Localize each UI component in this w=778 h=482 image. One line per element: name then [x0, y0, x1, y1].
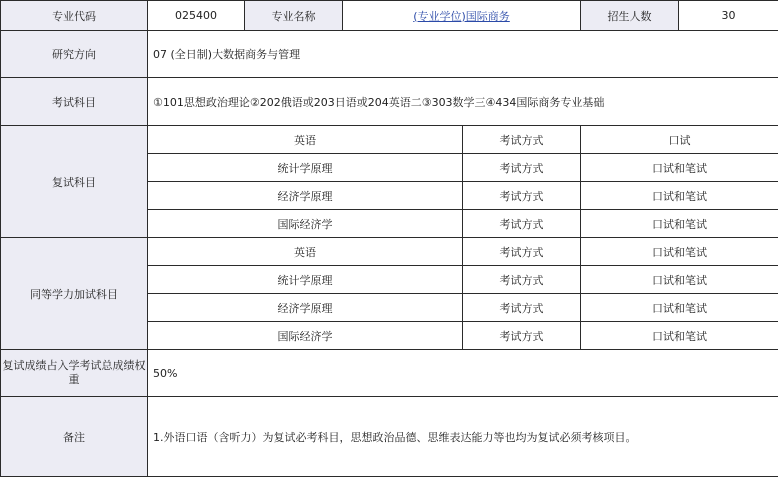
retest-subject: 英语 [148, 126, 463, 154]
remarks-label: 备注 [1, 397, 148, 477]
retest-type: 口试和笔试 [581, 182, 778, 210]
enrollment-label: 招生人数 [581, 1, 679, 31]
retest-method: 考试方式 [463, 126, 581, 154]
header-row [1, 1, 778, 31]
exam-subjects-row [1, 78, 778, 126]
equivalent-subject: 国际经济学 [148, 322, 463, 350]
equivalent-method: 考试方式 [463, 322, 581, 350]
retest-type: 口试和笔试 [581, 210, 778, 238]
equivalent-type: 口试和笔试 [581, 238, 778, 266]
equivalent-type: 口试和笔试 [581, 294, 778, 322]
remarks-value: 1.外语口语（含听力）为复试必考科目，思想政治品德、思维表达能力等也均为复试必须考核项目。 [148, 397, 778, 477]
direction-value: 07 (全日制)大数据商务与管理 [148, 31, 778, 78]
major-name-cell [343, 1, 581, 31]
exam-subjects-label: 考试科目 [1, 78, 148, 126]
retest-method: 考试方式 [463, 182, 581, 210]
retest-type: 口试和笔试 [581, 154, 778, 182]
equivalent-subject: 英语 [148, 238, 463, 266]
equivalent-type: 口试和笔试 [581, 322, 778, 350]
retest-subject: 经济学原理 [148, 182, 463, 210]
major-code-value: 025400 [148, 1, 245, 31]
equivalent-method: 考试方式 [463, 266, 581, 294]
equivalent-label: 同等学力加试科目 [1, 238, 148, 350]
equivalent-method: 考试方式 [463, 294, 581, 322]
weight-row [1, 350, 778, 397]
equivalent-subject: 统计学原理 [148, 266, 463, 294]
retest-method: 考试方式 [463, 210, 581, 238]
major-code-label: 专业代码 [1, 1, 148, 31]
equivalent-subject: 经济学原理 [148, 294, 463, 322]
retest-subject: 统计学原理 [148, 154, 463, 182]
exam-subjects-value: ①101思想政治理论②202俄语或203日语或204英语二③303数学三④434国际商务专业基础 [148, 78, 778, 126]
table-row [1, 126, 778, 154]
table-row [1, 238, 778, 266]
equivalent-type: 口试和笔试 [581, 266, 778, 294]
retest-method: 考试方式 [463, 154, 581, 182]
retest-subject: 国际经济学 [148, 210, 463, 238]
weight-label: 复试成绩占入学考试总成绩权重 [1, 350, 148, 397]
major-name-link[interactable]: (专业学位)国际商务 [413, 9, 510, 23]
retest-type: 口试 [581, 126, 778, 154]
major-name-label: 专业名称 [245, 1, 343, 31]
retest-label: 复试科目 [1, 126, 148, 238]
weight-value: 50% [148, 350, 778, 397]
direction-row [1, 31, 778, 78]
direction-label: 研究方向 [1, 31, 148, 78]
enrollment-value: 30 [679, 1, 778, 31]
equivalent-method: 考试方式 [463, 238, 581, 266]
remarks-row [1, 397, 778, 477]
